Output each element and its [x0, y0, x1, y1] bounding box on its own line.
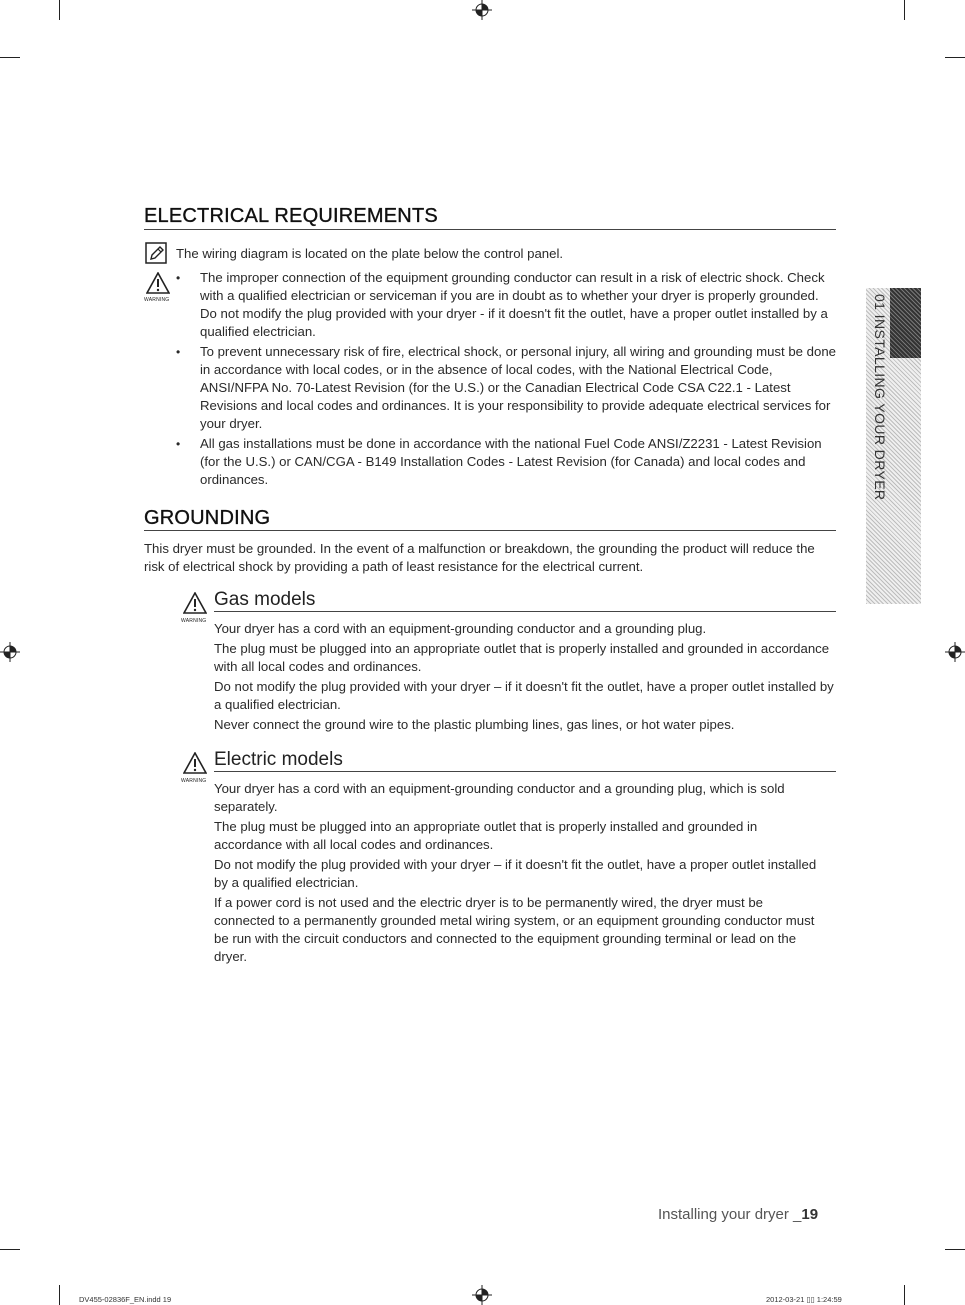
paragraph: Do not modify the plug provided with your dryer – if it doesn't fit the outlet, have a proper outlet installed by a qualified electrician.: [214, 679, 834, 712]
registration-mark-icon: [0, 642, 20, 662]
page-footer: [658, 1206, 818, 1223]
date-slug: 2012-03-21 ▯▯ 1:24:59: [766, 1295, 842, 1304]
bullet-icon: •: [176, 437, 181, 451]
paragraph: If a power cord is not used and the electric dryer is to be permanently wired, the dryer must be connected to a permanently grounded metal wiring system, or an equipment grounding conductor must be run with the circuit conductors and connected to the equipment grounding terminal or lead on the dryer.: [214, 895, 815, 964]
footer-section-label: Installing your dryer _: [658, 1206, 802, 1223]
warning-triangle-icon: [183, 592, 207, 614]
crop-mark: [0, 1249, 20, 1250]
registration-mark-icon: [472, 1285, 492, 1305]
electric-models-text: [214, 780, 824, 966]
section-rule: [144, 229, 836, 230]
paragraph: Never connect the ground wire to the plastic plumbing lines, gas lines, or hot water pipes.: [214, 717, 735, 732]
paragraph: The plug must be plugged into an appropriate outlet that is properly installed and grounded in accordance with all local codes and ordinances.: [214, 641, 830, 674]
section-rule: [144, 530, 836, 531]
wiring-diagram-note: The wiring diagram is located on the plate below the control panel.: [176, 246, 564, 261]
chapter-tab-label: 01 INSTALLING YOUR DRYER: [872, 294, 888, 501]
warning-label: WARNING: [181, 618, 207, 624]
subsection-title-electric: Electric models: [214, 749, 343, 770]
page-number: 19: [801, 1206, 819, 1223]
subsection-title-gas: Gas models: [214, 589, 316, 610]
bullet-icon: •: [176, 271, 181, 285]
electrical-warning-list: [176, 269, 836, 489]
crop-mark: [904, 0, 905, 20]
list-item: • All gas installations must be done in accordance with the national Fuel Code ANSI/Z2231 - Latest Revision (for the U.S.) or CAN/CGA - B149 Installation Codes - Latest Revision (for Canada) and local codes and ordinances.: [176, 436, 822, 487]
warning-triangle-icon: [146, 272, 170, 294]
crop-mark: [59, 1285, 60, 1305]
registration-mark-icon: [472, 0, 492, 20]
file-slug: DV455-02836F_EN.indd 19: [79, 1295, 172, 1304]
subsection-rule: [214, 771, 836, 772]
warning-label: WARNING: [144, 297, 170, 303]
paragraph: The plug must be plugged into an appropriate outlet that is properly installed and grounded in accordance with all local codes and ordinances.: [214, 819, 758, 852]
list-item: • The improper connection of the equipment grounding conductor can result in a risk of electric shock. Check with a qualified electrician or serviceman if you are in doubt as to whether your dryer is properly grounded. Do not modify the plug provided with your dryer - if it doesn't fit the outlet, have a proper outlet installed by a qualified electrician.: [176, 270, 828, 339]
crop-mark: [945, 57, 965, 58]
gas-models-text: [214, 620, 836, 734]
warning-triangle-icon: [183, 752, 207, 774]
paragraph: Your dryer has a cord with an equipment-grounding conductor and a grounding plug.: [214, 621, 707, 636]
registration-mark-icon: [945, 642, 965, 662]
subsection-rule: [214, 611, 836, 612]
warning-label: WARNING: [181, 778, 207, 784]
paragraph: Your dryer has a cord with an equipment-grounding conductor and a grounding plug, which is sold separately.: [214, 781, 785, 814]
crop-mark: [904, 1285, 905, 1305]
crop-mark: [59, 0, 60, 20]
note-pencil-icon: [145, 242, 167, 264]
bullet-icon: •: [176, 345, 181, 359]
grounding-intro: This dryer must be grounded. In the event of a malfunction or breakdown, the grounding the product will reduce the risk of electrical shock by providing a path of least resistance for the electrical current.: [144, 541, 815, 574]
section-title-grounding: GROUNDING: [144, 507, 271, 529]
crop-mark: [945, 1249, 965, 1250]
crop-mark: [0, 57, 20, 58]
section-title-electrical: ELECTRICAL REQUIREMENTS: [144, 205, 438, 227]
paragraph: Do not modify the plug provided with your dryer – if it doesn't fit the outlet, have a proper outlet installed by a qualified electrician.: [214, 857, 817, 890]
chapter-tab-marker: [890, 288, 921, 358]
list-item: • To prevent unnecessary risk of fire, electrical shock, or personal injury, all wiring and grounding must be done in accordance with local codes, or in the absence of local codes, with the National Electrical Code, ANSI/NFPA No. 70-Latest Revision (for the U.S.) or the Canadian Electrical Code CSA C22.1 - Latest Revisions and local codes and ordinances. It is your responsibility to provide adequate electrical services for your dryer.: [176, 344, 837, 431]
